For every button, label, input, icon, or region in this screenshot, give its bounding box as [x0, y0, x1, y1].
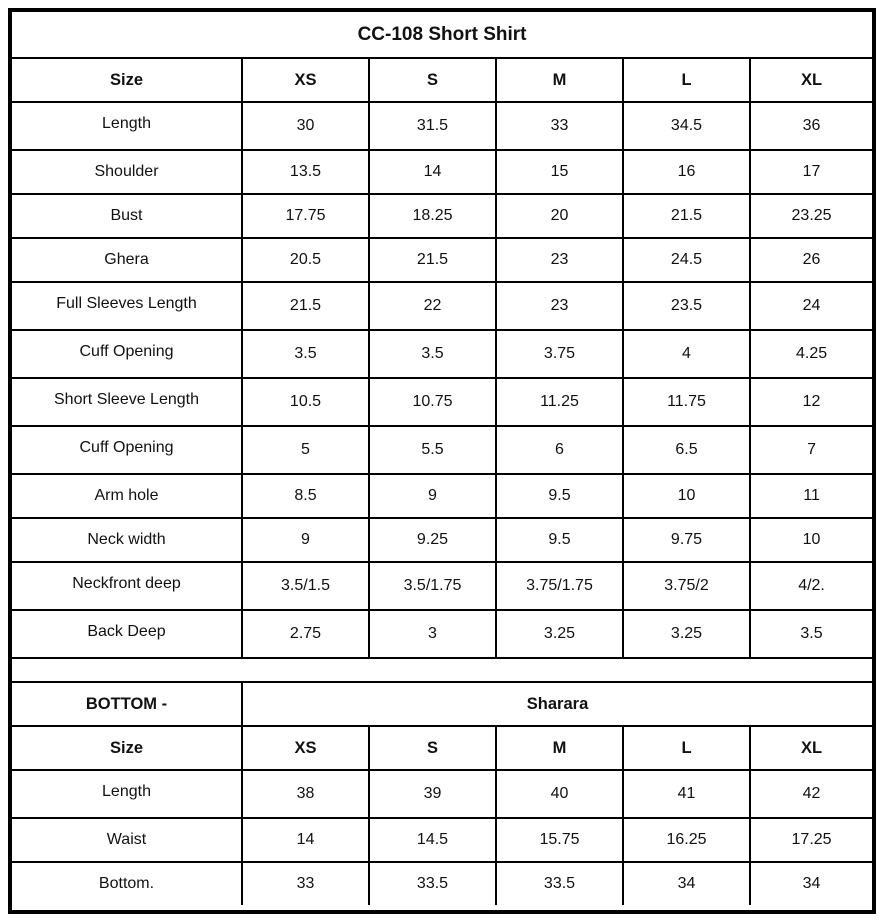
- size-header-label: Size: [12, 726, 242, 770]
- cell-value: 14: [369, 150, 496, 194]
- row-label: Neckfront deep: [12, 562, 242, 610]
- row-label: Bottom.: [12, 862, 242, 905]
- cell-value: 5.5: [369, 426, 496, 474]
- row-label: Cuff Opening: [12, 330, 242, 378]
- table-row: [12, 102, 872, 150]
- cell-value: 5: [242, 426, 369, 474]
- size-header-xl: XL: [750, 726, 872, 770]
- cell-value: 3.75/1.75: [496, 562, 623, 610]
- cell-value: 42: [750, 770, 872, 818]
- cell-value: 17.25: [750, 818, 872, 862]
- table-row: [12, 378, 872, 426]
- cell-value: 41: [623, 770, 750, 818]
- cell-value: 30: [242, 102, 369, 150]
- section-divider-row: [12, 658, 872, 682]
- cell-value: 3.5: [750, 610, 872, 658]
- cell-value: 20: [496, 194, 623, 238]
- cell-value: 10.5: [242, 378, 369, 426]
- cell-value: 21.5: [623, 194, 750, 238]
- size-header-s: S: [369, 58, 496, 102]
- cell-value: 17: [750, 150, 872, 194]
- cell-value: 22: [369, 282, 496, 330]
- table-row: [12, 474, 872, 518]
- cell-value: 33: [496, 102, 623, 150]
- cell-value: 3: [369, 610, 496, 658]
- row-label: Back Deep: [12, 610, 242, 658]
- row-label: Ghera: [12, 238, 242, 282]
- cell-value: 11: [750, 474, 872, 518]
- cell-value: 3.75: [496, 330, 623, 378]
- cell-value: 36: [750, 102, 872, 150]
- cell-value: 9.25: [369, 518, 496, 562]
- cell-value: 39: [369, 770, 496, 818]
- cell-value: 10.75: [369, 378, 496, 426]
- cell-value: 38: [242, 770, 369, 818]
- row-label: Shoulder: [12, 150, 242, 194]
- cell-value: 14.5: [369, 818, 496, 862]
- cell-value: 3.5/1.75: [369, 562, 496, 610]
- cell-value: 26: [750, 238, 872, 282]
- cell-value: 40: [496, 770, 623, 818]
- cell-value: 12: [750, 378, 872, 426]
- cell-value: 17.75: [242, 194, 369, 238]
- cell-value: 24.5: [623, 238, 750, 282]
- size-chart: [8, 8, 876, 914]
- bottom-label: BOTTOM -: [12, 682, 242, 726]
- bottom-size-header-row: [12, 726, 872, 770]
- size-header-m: M: [496, 726, 623, 770]
- cell-value: 10: [750, 518, 872, 562]
- row-label: Waist: [12, 818, 242, 862]
- cell-value: 6: [496, 426, 623, 474]
- size-header-xl: XL: [750, 58, 872, 102]
- row-label: Neck width: [12, 518, 242, 562]
- size-header-xs: XS: [242, 726, 369, 770]
- row-label: Full Sleeves Length: [12, 282, 242, 330]
- table-row: [12, 150, 872, 194]
- table-row: [12, 818, 872, 862]
- cell-value: 8.5: [242, 474, 369, 518]
- table-row: [12, 330, 872, 378]
- cell-value: 24: [750, 282, 872, 330]
- cell-value: 10: [623, 474, 750, 518]
- chart-title: CC-108 Short Shirt: [12, 12, 872, 58]
- cell-value: 33: [242, 862, 369, 905]
- cell-value: 23.25: [750, 194, 872, 238]
- cell-value: 18.25: [369, 194, 496, 238]
- table-row: [12, 862, 872, 905]
- cell-value: 3.5: [242, 330, 369, 378]
- size-header-xs: XS: [242, 58, 369, 102]
- table-row: [12, 194, 872, 238]
- bottom-section-header: [12, 682, 872, 726]
- table-row: [12, 562, 872, 610]
- cell-value: 3.25: [623, 610, 750, 658]
- cell-value: 4.25: [750, 330, 872, 378]
- size-header-label: Size: [12, 58, 242, 102]
- cell-value: 9: [369, 474, 496, 518]
- row-label: Arm hole: [12, 474, 242, 518]
- cell-value: 7: [750, 426, 872, 474]
- bottom-name: Sharara: [242, 682, 872, 726]
- cell-value: 9.5: [496, 474, 623, 518]
- size-header-l: L: [623, 726, 750, 770]
- row-label: Length: [12, 770, 242, 818]
- cell-value: 13.5: [242, 150, 369, 194]
- cell-value: 4: [623, 330, 750, 378]
- row-label: Cuff Opening: [12, 426, 242, 474]
- size-header-row: [12, 58, 872, 102]
- cell-value: 11.25: [496, 378, 623, 426]
- cell-value: 23: [496, 282, 623, 330]
- cell-value: 14: [242, 818, 369, 862]
- cell-value: 3.5/1.5: [242, 562, 369, 610]
- section-divider: [12, 658, 872, 682]
- row-label: Short Sleeve Length: [12, 378, 242, 426]
- table-row: [12, 770, 872, 818]
- cell-value: 2.75: [242, 610, 369, 658]
- table-row: [12, 282, 872, 330]
- table-row: [12, 610, 872, 658]
- table-row: [12, 238, 872, 282]
- cell-value: 16: [623, 150, 750, 194]
- cell-value: 33.5: [369, 862, 496, 905]
- cell-value: 16.25: [623, 818, 750, 862]
- cell-value: 9: [242, 518, 369, 562]
- cell-value: 3.75/2: [623, 562, 750, 610]
- cell-value: 15: [496, 150, 623, 194]
- size-header-s: S: [369, 726, 496, 770]
- cell-value: 31.5: [369, 102, 496, 150]
- cell-value: 23: [496, 238, 623, 282]
- cell-value: 20.5: [242, 238, 369, 282]
- cell-value: 21.5: [242, 282, 369, 330]
- table-row: [12, 518, 872, 562]
- cell-value: 9.75: [623, 518, 750, 562]
- cell-value: 15.75: [496, 818, 623, 862]
- cell-value: 3.5: [369, 330, 496, 378]
- cell-value: 23.5: [623, 282, 750, 330]
- size-header-m: M: [496, 58, 623, 102]
- cell-value: 6.5: [623, 426, 750, 474]
- table-row: [12, 426, 872, 474]
- cell-value: 33.5: [496, 862, 623, 905]
- row-label: Bust: [12, 194, 242, 238]
- row-label: Length: [12, 102, 242, 150]
- size-header-l: L: [623, 58, 750, 102]
- size-chart-table: [12, 12, 872, 905]
- cell-value: 11.75: [623, 378, 750, 426]
- cell-value: 3.25: [496, 610, 623, 658]
- cell-value: 34: [750, 862, 872, 905]
- cell-value: 21.5: [369, 238, 496, 282]
- cell-value: 4/2.: [750, 562, 872, 610]
- cell-value: 34: [623, 862, 750, 905]
- cell-value: 34.5: [623, 102, 750, 150]
- cell-value: 9.5: [496, 518, 623, 562]
